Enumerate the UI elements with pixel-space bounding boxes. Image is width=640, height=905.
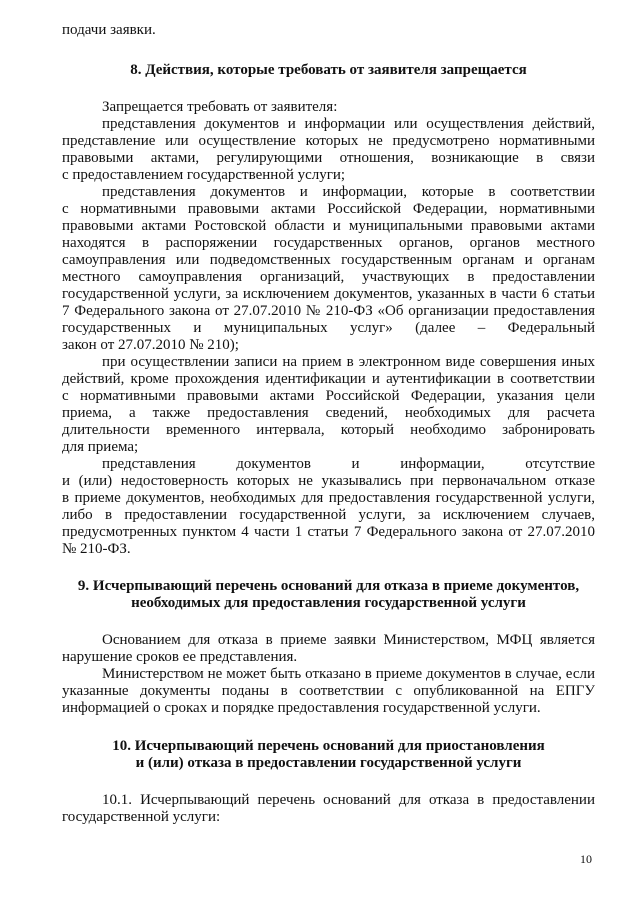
section-10-heading: 10. Исчерпывающий перечень оснований для приостановления <box>112 738 545 754</box>
section-8-line: № 210-ФЗ. <box>62 541 131 557</box>
section-9-line: нарушение сроков ее представления. <box>62 649 298 665</box>
section-9-line: Основанием для отказа в приеме заявки Министерством, МФЦ является <box>102 632 595 648</box>
section-10-line: государственной услуги: <box>62 809 221 825</box>
section-8-line: в приеме документов, необходимых для предоставления государственной услуги, <box>62 490 595 506</box>
page-number: 10 <box>580 852 592 866</box>
section-8-line: для приема; <box>62 439 139 455</box>
section-8-line: государственной услуги, за исключением документов, указанных в части 6 статьи <box>62 286 595 302</box>
section-8-line: с нормативными правовыми актами Российской Федерации, указания цели <box>62 388 595 404</box>
section-8-line: государственных и муниципальных услуг» (далее – Федеральный <box>62 320 595 336</box>
section-8-line: длительности временного интервала, который необходимо забронировать <box>62 422 595 438</box>
section-8-line: 7 Федерального закона от 27.07.2010 № 210-ФЗ «Об организации предоставления <box>62 303 595 319</box>
section-8-line: местного самоуправления организаций, участвующих в предоставлении <box>62 269 595 285</box>
section-8-line: и (или) недостоверность которых не указывались при первоначальном отказе <box>62 473 595 489</box>
section-8-line: с предоставлением государственной услуги; <box>62 167 346 183</box>
section-9-heading: 9. Исчерпывающий перечень оснований для отказа в приеме документов, <box>77 578 580 594</box>
section-8-line: представление или осуществление которых не предусмотрено нормативными <box>62 133 595 149</box>
section-10-line: 10.1. Исчерпывающий перечень оснований для отказа в предоставлении <box>102 792 595 808</box>
section-8-line: находятся в распоряжении государственных органов, органов местного <box>62 235 595 251</box>
section-8-heading: 8. Действия, которые требовать от заявителя запрещается <box>130 62 527 78</box>
section-8-line: предусмотренных пунктом 4 части 1 статьи 7 Федерального закона от 27.07.2010 <box>62 524 595 540</box>
section-9-heading: необходимых для предоставления государственной услуги <box>131 595 526 611</box>
section-8-line: Запрещается требовать от заявителя: <box>102 99 338 115</box>
section-9-line: информацией о сроках и порядке предоставления государственной услуги. <box>62 700 541 716</box>
section-8-line: с нормативными правовыми актами Российской Федерации, нормативными <box>62 201 595 217</box>
section-8-line: правовыми актами Ростовской области и муниципальными правовыми актами <box>62 218 595 234</box>
section-8-line: самоуправления или подведомственных государственным органам и органам <box>62 252 595 268</box>
section-8-line: закон от 27.07.2010 № 210); <box>62 337 239 353</box>
section-8-line: при осуществлении записи на прием в электронном виде совершения иных <box>102 354 595 370</box>
section-8-line: представления документов и информации, отсутствие <box>102 456 595 472</box>
section-8-line: приема, а также предоставления сведений, необходимых для расчета <box>62 405 595 421</box>
section-8-line: представления документов и информации, которые в соответствии <box>102 184 595 200</box>
section-8-line: представления документов и информации или осуществления действий, <box>102 116 595 132</box>
section-9-line: указанные документы поданы в соответствии с опубликованной на ЕПГУ <box>62 683 595 699</box>
section-8-line: правовыми актами, регулирующими отношения, возникающие в связи <box>62 150 595 166</box>
section-10-heading: и (или) отказа в предоставлении государственной услуги <box>135 755 522 771</box>
continuation-text: подачи заявки. <box>62 22 156 38</box>
section-9-line: Министерством не может быть отказано в приеме документов в случае, если <box>102 666 595 682</box>
section-8-line: либо в предоставлении государственной услуги, за исключением случаев, <box>62 507 595 523</box>
section-8-line: действий, кроме прохождения идентификации и аутентификации в соответствии <box>62 371 595 387</box>
